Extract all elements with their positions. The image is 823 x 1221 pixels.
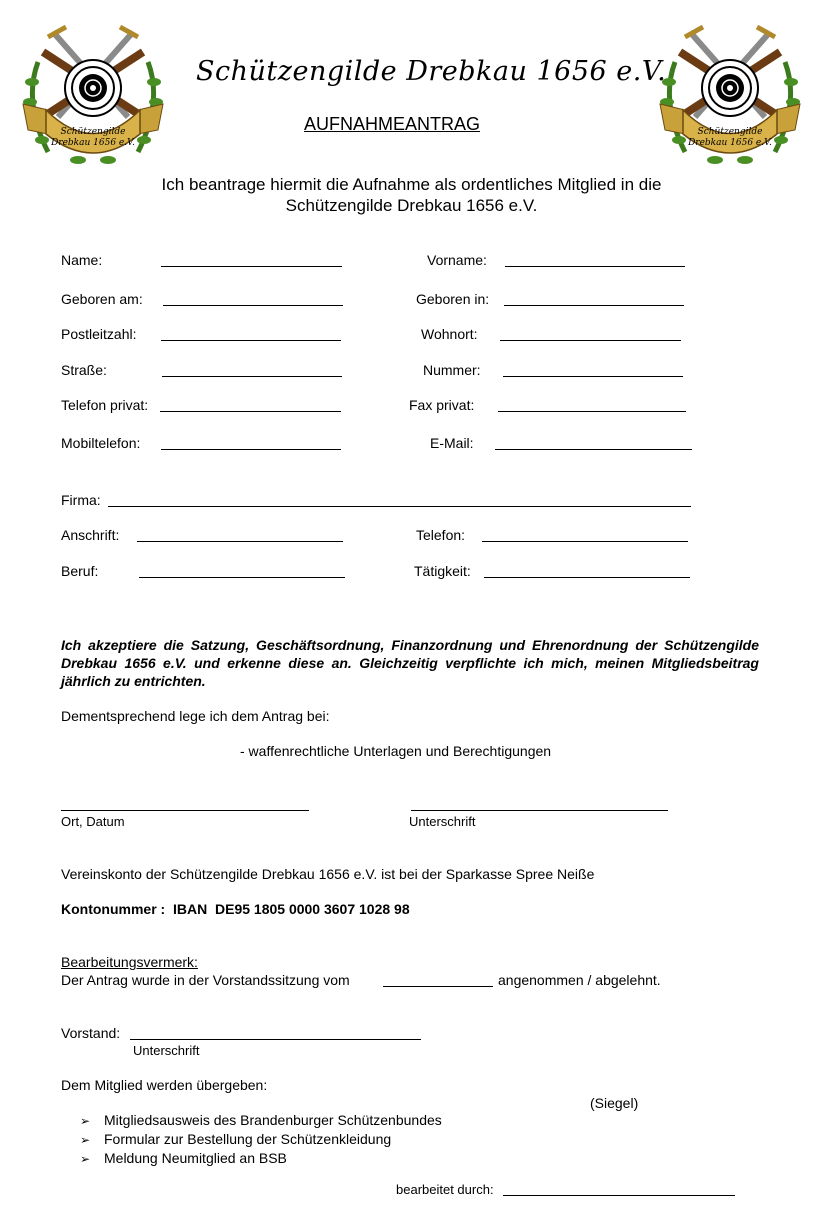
intro-line-2: Schützengilde Drebkau 1656 e.V. <box>285 196 538 215</box>
input-geboren-in[interactable] <box>504 305 684 306</box>
input-email[interactable] <box>495 449 692 450</box>
club-emblem-left-icon <box>18 22 168 172</box>
list-item: ➢ Mitgliedsausweis des Brandenburger Schützenbundes <box>80 1111 442 1130</box>
input-taetigkeit[interactable] <box>484 577 690 578</box>
label-board-signature: Unterschrift <box>133 1043 200 1058</box>
input-geboren-am[interactable] <box>163 305 343 306</box>
label-taetigkeit: Tätigkeit: <box>414 563 471 579</box>
input-beruf[interactable] <box>139 577 345 578</box>
label-email: E-Mail: <box>430 435 474 451</box>
club-emblem-right-icon <box>655 22 805 172</box>
input-name[interactable] <box>161 266 342 267</box>
arrow-bullet-icon: ➢ <box>80 1114 91 1128</box>
label-postleitzahl: Postleitzahl: <box>61 326 137 342</box>
input-meeting-date[interactable] <box>383 986 493 987</box>
label-geboren-in: Geboren in: <box>416 291 490 307</box>
input-board-signature[interactable] <box>130 1039 421 1040</box>
input-vorname[interactable] <box>505 266 685 267</box>
input-nummer[interactable] <box>503 376 683 377</box>
label-wohnort: Wohnort: <box>421 326 478 342</box>
attachments-item: - waffenrechtliche Unterlagen und Berechtigungen <box>240 743 552 759</box>
input-telefon-privat[interactable] <box>160 411 341 412</box>
label-vorname: Vorname: <box>427 252 487 268</box>
seal-label: (Siegel) <box>590 1095 639 1111</box>
input-fax-privat[interactable] <box>498 411 686 412</box>
label-board: Vorstand: <box>61 1025 121 1041</box>
arrow-bullet-icon: ➢ <box>80 1152 91 1166</box>
input-anschrift[interactable] <box>137 541 343 542</box>
list-item: ➢ Formular zur Bestellung der Schützenkleidung <box>80 1130 442 1149</box>
bank-text: Vereinskonto der Schützengilde Drebkau 1656 e.V. ist bei der Sparkasse Spree Neiße <box>61 866 595 882</box>
label-mobiltelefon: Mobiltelefon: <box>61 435 141 451</box>
input-telefon[interactable] <box>482 541 688 542</box>
label-beruf: Beruf: <box>61 563 99 579</box>
input-wohnort[interactable] <box>500 340 681 341</box>
input-firma[interactable] <box>108 506 691 507</box>
label-name: Name: <box>61 252 103 268</box>
label-strasse: Straße: <box>61 362 107 378</box>
label-firma: Firma: <box>61 492 101 508</box>
handover-intro: Dem Mitglied werden übergeben: <box>61 1077 268 1093</box>
processing-text-before: Der Antrag wurde in der Vorstandssitzung vom <box>61 972 350 988</box>
label-place-date: Ort, Datum <box>61 814 125 829</box>
emblem-text-right-1: Schützengilde <box>697 127 763 137</box>
input-place-date[interactable] <box>61 810 309 811</box>
label-signature: Unterschrift <box>409 814 476 829</box>
processing-text-after: angenommen / abgelehnt. <box>498 972 661 988</box>
input-mobiltelefon[interactable] <box>161 449 341 450</box>
form-title: AUFNAHMEANTRAG <box>304 114 481 134</box>
intro-line-1: Ich beantrage hiermit die Aufnahme als ordentliches Mitglied in die <box>161 175 662 194</box>
declaration-text: Ich akzeptiere die Satzung, Geschäftsordnung, Finanzordnung und Ehrenordnung der Schützengilde Drebkau 1656 e.V. und erkenne diese an. Gleichzeitig verpflichte ich mich, meinen Mitgliedsbeitrag jährlich zu entrichten. <box>61 637 759 689</box>
input-strasse[interactable] <box>162 376 342 377</box>
input-signature[interactable] <box>411 810 668 811</box>
emblem-text-left-1: Schützengilde <box>60 127 126 137</box>
label-anschrift: Anschrift: <box>61 527 120 543</box>
processing-heading: Bearbeitungsvermerk: <box>61 954 198 970</box>
bank-account: Kontonummer : IBAN DE95 1805 0000 3607 1028 98 <box>61 901 410 917</box>
label-telefon-privat: Telefon privat: <box>61 397 149 413</box>
label-processed-by: bearbeitet durch: <box>396 1182 494 1197</box>
attachments-intro: Dementsprechend lege ich dem Antrag bei: <box>61 708 330 724</box>
label-geboren-am: Geboren am: <box>61 291 143 307</box>
label-fax-privat: Fax privat: <box>409 397 475 413</box>
club-title: Schützengilde Drebkau 1656 e.V. <box>196 56 667 87</box>
emblem-text-left-2: Drebkau 1656 e.V. <box>51 138 135 148</box>
label-telefon: Telefon: <box>416 527 466 543</box>
label-nummer: Nummer: <box>423 362 481 378</box>
input-postleitzahl[interactable] <box>161 340 341 341</box>
input-processed-by[interactable] <box>503 1195 735 1196</box>
handover-list <box>80 1111 442 1168</box>
arrow-bullet-icon: ➢ <box>80 1133 91 1147</box>
list-item: ➢ Meldung Neumitglied an BSB <box>80 1149 442 1168</box>
emblem-text-right-2: Drebkau 1656 e.V. <box>688 138 772 148</box>
